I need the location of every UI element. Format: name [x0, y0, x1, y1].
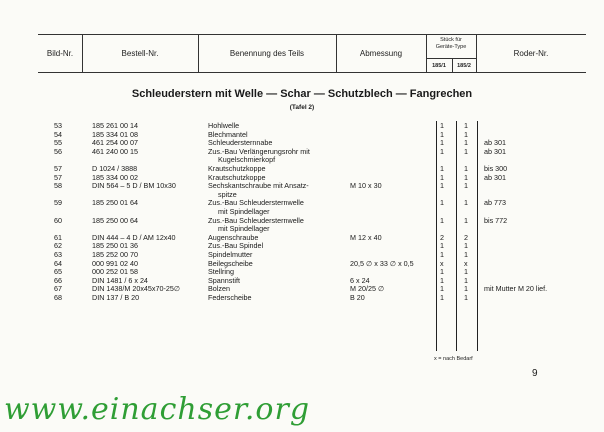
- parts-table: [0, 122, 604, 302]
- cell-abmessung: B 20: [350, 292, 365, 302]
- cell-abmessung: 6 x 24: [350, 275, 370, 285]
- cell-stueck-185-2: 1: [464, 284, 468, 294]
- table-row: [0, 294, 604, 303]
- cell-stueck-185-2: 1: [464, 267, 468, 277]
- table-row: [0, 234, 604, 243]
- cell-benennung: Spannstift: [208, 275, 240, 285]
- table-row: [0, 182, 604, 199]
- header-type-2: 185/2: [457, 63, 471, 69]
- cell-benennung: Federscheibe: [208, 292, 252, 302]
- cell-bestell-nr: 185 334 00 02: [92, 172, 138, 182]
- cell-benennung: Hohlwelle: [208, 121, 240, 130]
- cell-roder-nr: ab 301: [484, 146, 506, 156]
- cell-stueck-185-2: 1: [464, 146, 468, 156]
- cell-bild-nr: 68: [54, 292, 62, 302]
- cell-bild-nr: 59: [54, 198, 62, 208]
- cell-bestell-nr: DIN 564 – 5 D / BM 10x30: [92, 181, 176, 191]
- table-row: [0, 251, 604, 260]
- cell-stueck-185-2: 1: [464, 249, 468, 259]
- cell-bild-nr: 65: [54, 267, 62, 277]
- header-top-rule: [38, 34, 586, 35]
- cell-stueck-185-1: x: [440, 258, 444, 268]
- cell-stueck-185-1: 1: [440, 146, 444, 156]
- table-row: [0, 217, 604, 234]
- cell-benennung-continued: mit Spindellager: [218, 224, 270, 234]
- cell-stueck-185-2: 2: [464, 232, 468, 242]
- cell-bild-nr: 53: [54, 121, 62, 130]
- table-row: [0, 165, 604, 174]
- cell-benennung-continued: Kugelschmierkopf: [218, 155, 276, 165]
- header-benennung: Benennung des Teils: [229, 49, 305, 58]
- cell-benennung-continued: spitze: [218, 189, 237, 199]
- cell-stueck-185-2: 1: [464, 163, 468, 173]
- cell-benennung: Spindelmutter: [208, 249, 253, 259]
- cell-roder-nr: ab 301: [484, 172, 506, 182]
- cell-benennung: Zus.-Bau Schleudersternwelle: [208, 198, 304, 208]
- table-row: [0, 260, 604, 269]
- cell-bild-nr: 67: [54, 284, 62, 294]
- cell-stueck-185-1: 1: [440, 198, 444, 208]
- header-abmessung: Abmessung: [359, 49, 403, 58]
- cell-stueck-185-2: 1: [464, 292, 468, 302]
- cell-bestell-nr: 185 334 01 08: [92, 129, 138, 139]
- cell-stueck-185-2: 1: [464, 181, 468, 191]
- table-row: [0, 199, 604, 216]
- cell-benennung: Krautschutzkoppe: [208, 163, 266, 173]
- cell-bestell-nr: 185 250 01 64: [92, 198, 138, 208]
- cell-stueck-185-1: 2: [440, 232, 444, 242]
- cell-benennung: Bolzen: [208, 284, 230, 294]
- cell-benennung: Zus.-Bau Spindel: [208, 241, 264, 251]
- cell-bild-nr: 66: [54, 275, 62, 285]
- cell-stueck-185-2: 1: [464, 198, 468, 208]
- header-type-1: 185/1: [432, 63, 446, 69]
- cell-bild-nr: 60: [54, 215, 62, 225]
- cell-stueck-185-1: 1: [440, 172, 444, 182]
- cell-stueck-185-1: 1: [440, 129, 444, 139]
- cell-roder-nr: bis 300: [484, 163, 508, 173]
- cell-bild-nr: 54: [54, 129, 62, 139]
- header-bild-nr: Bild-Nr.: [46, 49, 74, 58]
- cell-stueck-185-1: 1: [440, 181, 444, 191]
- cell-roder-nr: ab 773: [484, 198, 506, 208]
- cell-stueck-185-2: 1: [464, 172, 468, 182]
- header-stueck-1: Stück für: [440, 37, 462, 43]
- cell-stueck-185-2: x: [464, 258, 468, 268]
- header-bestell-nr: Bestell-Nr.: [121, 49, 159, 58]
- cell-stueck-185-1: 1: [440, 241, 444, 251]
- cell-stueck-185-1: 1: [440, 121, 444, 130]
- page-number: 9: [532, 368, 538, 379]
- cell-benennung: Zus.-Bau Verlängerungsrohr mit: [208, 146, 310, 156]
- cell-stueck-185-1: 1: [440, 215, 444, 225]
- cell-bild-nr: 56: [54, 146, 62, 156]
- table-row: [0, 242, 604, 251]
- cell-stueck-185-1: 1: [440, 138, 444, 148]
- cell-stueck-185-2: 1: [464, 138, 468, 148]
- cell-stueck-185-1: 1: [440, 267, 444, 277]
- cell-stueck-185-2: 1: [464, 241, 468, 251]
- cell-bestell-nr: DIN 137 / B 20: [92, 292, 140, 302]
- cell-stueck-185-1: 1: [440, 284, 444, 294]
- cell-bild-nr: 55: [54, 138, 62, 148]
- cell-abmessung: M 20/25 ∅: [350, 284, 385, 294]
- table-row: [0, 131, 604, 140]
- cell-stueck-185-2: 1: [464, 215, 468, 225]
- cell-benennung: Sechskantschraube mit Ansatz-: [208, 181, 309, 191]
- cell-stueck-185-2: 1: [464, 121, 468, 130]
- cell-stueck-185-1: 1: [440, 249, 444, 259]
- cell-bestell-nr: 000 252 01 58: [92, 267, 138, 277]
- cell-bild-nr: 57: [54, 172, 62, 182]
- cell-stueck-185-2: 1: [464, 129, 468, 139]
- cell-bestell-nr: 185 250 00 64: [92, 215, 138, 225]
- header-stueck-2: Geräte-Type: [435, 44, 467, 50]
- cell-bild-nr: 63: [54, 249, 62, 259]
- cell-benennung: Blechmantel: [208, 129, 248, 139]
- table-row: [0, 268, 604, 277]
- cell-benennung: Stellring: [208, 267, 234, 277]
- cell-bestell-nr: DIN 1481 / 6 x 24: [92, 275, 148, 285]
- cell-bild-nr: 57: [54, 163, 62, 173]
- cell-stueck-185-1: 1: [440, 163, 444, 173]
- cell-bild-nr: 61: [54, 232, 62, 242]
- cell-bestell-nr: 185 252 00 70: [92, 249, 138, 259]
- cell-stueck-185-2: 1: [464, 275, 468, 285]
- cell-bild-nr: 58: [54, 181, 62, 191]
- cell-bestell-nr: 185 250 01 36: [92, 241, 138, 251]
- watermark-url: www.einachser.org: [4, 392, 311, 427]
- cell-roder-nr: ab 301: [484, 138, 506, 148]
- header-roder-nr: Roder-Nr.: [513, 49, 549, 58]
- cell-bild-nr: 62: [54, 241, 62, 251]
- cell-bestell-nr: 461 254 00 07: [92, 138, 138, 148]
- cell-roder-nr: bis 772: [484, 215, 508, 225]
- cell-bestell-nr: D 1024 / 3888: [92, 163, 138, 173]
- cell-bestell-nr: 000 991 02 40: [92, 258, 138, 268]
- cell-abmessung: M 10 x 30: [350, 181, 382, 191]
- cell-benennung: Schleudersternnabe: [208, 138, 273, 148]
- cell-roder-nr: mit Mutter M 20 lief.: [484, 284, 548, 294]
- cell-bestell-nr: DIN 1438/M 20x45x70-25∅: [92, 284, 181, 294]
- cell-abmessung: 20,5 ∅ x 33 ∅ x 0,5: [350, 258, 414, 268]
- type-rule: [426, 58, 476, 59]
- cell-bestell-nr: 185 261 00 14: [92, 121, 138, 130]
- cell-bestell-nr: DIN 444 – 4 D / AM 12x40: [92, 232, 176, 242]
- cell-stueck-185-1: 1: [440, 275, 444, 285]
- cell-benennung: Beilegscheibe: [208, 258, 253, 268]
- cell-benennung: Krautschutzkoppe: [208, 172, 266, 182]
- cell-benennung: Zus.-Bau Schleudersternwelle: [208, 215, 304, 225]
- table-row: [0, 122, 604, 131]
- cell-benennung-continued: mit Spindellager: [218, 206, 270, 216]
- section-title: Schleuderstern mit Welle — Schar — Schutzblech — Fangrechen: [131, 88, 473, 100]
- cell-bestell-nr: 461 240 00 15: [92, 146, 138, 156]
- cell-stueck-185-1: 1: [440, 292, 444, 302]
- table-row: [0, 148, 604, 165]
- cell-bild-nr: 64: [54, 258, 62, 268]
- section-subtitle: (Tafel 2): [289, 104, 315, 111]
- cell-benennung: Augenschraube: [208, 232, 259, 242]
- table-row: [0, 285, 604, 294]
- cell-abmessung: M 12 x 40: [350, 232, 382, 242]
- header-bottom-rule: [38, 72, 586, 73]
- footnote: x = nach Bedarf: [434, 356, 473, 362]
